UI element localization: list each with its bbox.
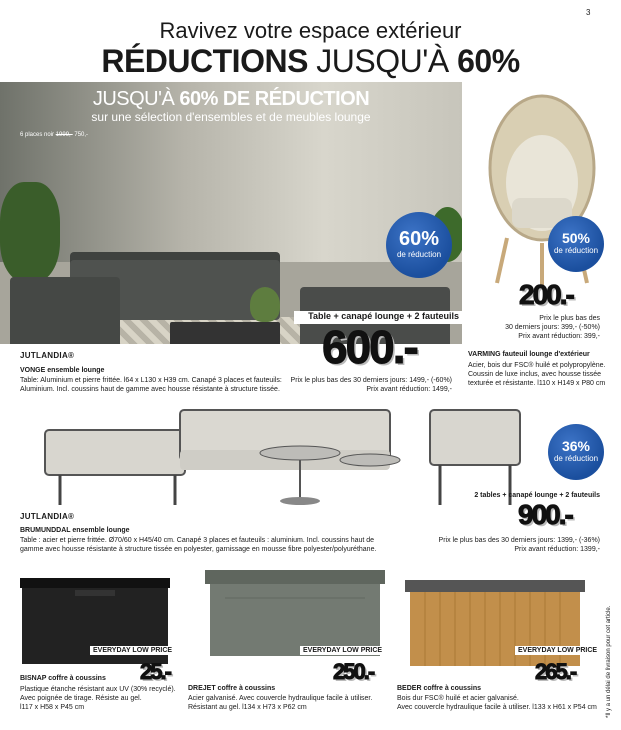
varming-low-1: Prix le plus bas des	[539, 315, 600, 322]
bisnap-name: BISNAP coffre à coussins	[20, 675, 106, 682]
varming-name: VARMING fauteuil lounge d'extérieur	[468, 351, 590, 358]
badge-pct: 60%	[398, 228, 440, 250]
discount-badge-36	[548, 424, 604, 480]
hero-title	[0, 88, 462, 111]
varming-low-2: 30 derniers jours: 399,- (-50%)	[505, 324, 600, 331]
drejet-box-image	[205, 568, 385, 658]
badge-text: de réduction	[553, 454, 599, 463]
hero-small-new: 750,-	[74, 132, 89, 138]
drejet-name: DREJET coffre à coussins	[188, 685, 276, 692]
hero-small-old: 1999,-	[55, 132, 73, 138]
vonge-before-price: Prix avant réduction: 1499,-	[366, 386, 452, 393]
vonge-name: VONGE ensemble lounge	[20, 367, 105, 374]
beder-name: BEDER coffre à coussins	[397, 685, 482, 692]
bisnap-desc-2: Avec poignée de tirage. Résiste au gel.	[20, 695, 142, 702]
header-bold: RÉDUCTIONS	[101, 43, 308, 79]
bisnap-price: 25.-	[140, 659, 170, 684]
beder-desc-1: Bois dur FSC® huilé et acier galvanisé.	[397, 695, 519, 702]
brumunddal-before: Prix avant réduction: 1399,-	[514, 546, 600, 553]
brumunddal-label: 2 tables + canapé lounge + 2 fauteuils	[474, 492, 600, 499]
hero-small-label	[20, 132, 88, 138]
bisnap-desc-1: Plastique étanche résistant aux UV (30% recyclé).	[20, 686, 176, 693]
drejet-desc-1: Acier galvanisé. Avec couvercle hydraulique facile à utiliser.	[188, 695, 373, 702]
drejet-edlp: EVERYDAY LOW PRICE	[300, 646, 385, 655]
varming-desc-1: Acier, bois dur FSC® huilé et polypropylène.	[468, 362, 606, 369]
brumunddal-price: 900.-	[518, 499, 572, 530]
beder-price: 265.-	[535, 659, 576, 684]
discount-badge-50	[548, 216, 604, 272]
badge-pct: 50%	[561, 230, 591, 246]
badge-text: de réduction	[553, 246, 599, 255]
beder-desc-2: Avec couvercle hydraulique facile à utiliser. l133 x H61 x P54 cm	[397, 704, 597, 711]
drejet-desc-2: Résistant au gel. l134 x H73 x P62 cm	[188, 704, 307, 711]
brumunddal-desc-1: Table : acier et pierre frittée. Ø70/60 x H45/40 cm. Canapé 3 places et fauteuils : aluminium. Incl. coussins haut de	[20, 537, 375, 544]
varming-desc-3: texturée et résistante. l110 x H149 x P80 cm	[468, 380, 606, 387]
varming-price: 200.-	[519, 279, 573, 310]
vonge-low-price: Prix le plus bas des 30 derniers jours: 1499,- (-60%)	[290, 377, 452, 384]
varming-desc-2: Coussin de luxe inclus, avec housse tissée	[468, 371, 602, 378]
side-note: *Il y a un délai de livraison pour cet article.	[606, 605, 612, 718]
brumunddal-low: Prix le plus bas des 30 derniers jours: 1399,- (-36%)	[438, 537, 600, 544]
badge-pct: 36%	[561, 438, 591, 454]
vonge-desc-1: Table: Aluminium et pierre frittée. l64 x L130 x H39 cm. Canapé 3 places et fauteuils:	[20, 377, 282, 384]
header-pct: 60%	[457, 43, 520, 79]
vonge-desc-2: Aluminium. Incl. coussins haut de gamme avec housse résistante à structure tissée.	[20, 386, 280, 393]
brumunddal-brand: JUTLANDIA®	[20, 512, 75, 521]
hero-title-thin: JUSQU'À	[92, 88, 180, 110]
badge-text: de réduction	[396, 250, 442, 259]
vonge-brand: JUTLANDIA®	[20, 351, 75, 360]
brumunddal-name: BRUMUNDDAL ensemble lounge	[20, 527, 130, 534]
vonge-price: 600.-	[322, 321, 417, 373]
hero-label-bar: Table + canapé lounge + 2 fauteuils	[294, 311, 462, 324]
header-line-2	[0, 42, 621, 80]
header-thin: JUSQU'À	[307, 43, 458, 79]
drejet-price: 250.-	[333, 659, 374, 684]
discount-badge-60	[386, 212, 452, 278]
beder-edlp: EVERYDAY LOW PRICE	[515, 646, 600, 655]
varming-before: Prix avant réduction: 399,-	[518, 333, 600, 340]
page-number: 3	[586, 8, 591, 17]
brumunddal-desc-2: gamme avec housse résistante à structure tissée en polyester, garnissage en mousse fibre polyester/polyuréthane.	[20, 546, 377, 553]
hero-title-bold: 60% DE RÉDUCTION	[179, 88, 370, 110]
header-line-1: Ravivez votre espace extérieur	[159, 18, 462, 43]
hero-subtitle: sur une sélection d'ensembles et de meubles lounge	[91, 110, 371, 124]
hero-small-text: 6 places noir	[20, 132, 56, 138]
bisnap-desc-3: l117 x H58 x P45 cm	[20, 704, 85, 711]
bisnap-edlp: EVERYDAY LOW PRICE	[90, 646, 175, 655]
